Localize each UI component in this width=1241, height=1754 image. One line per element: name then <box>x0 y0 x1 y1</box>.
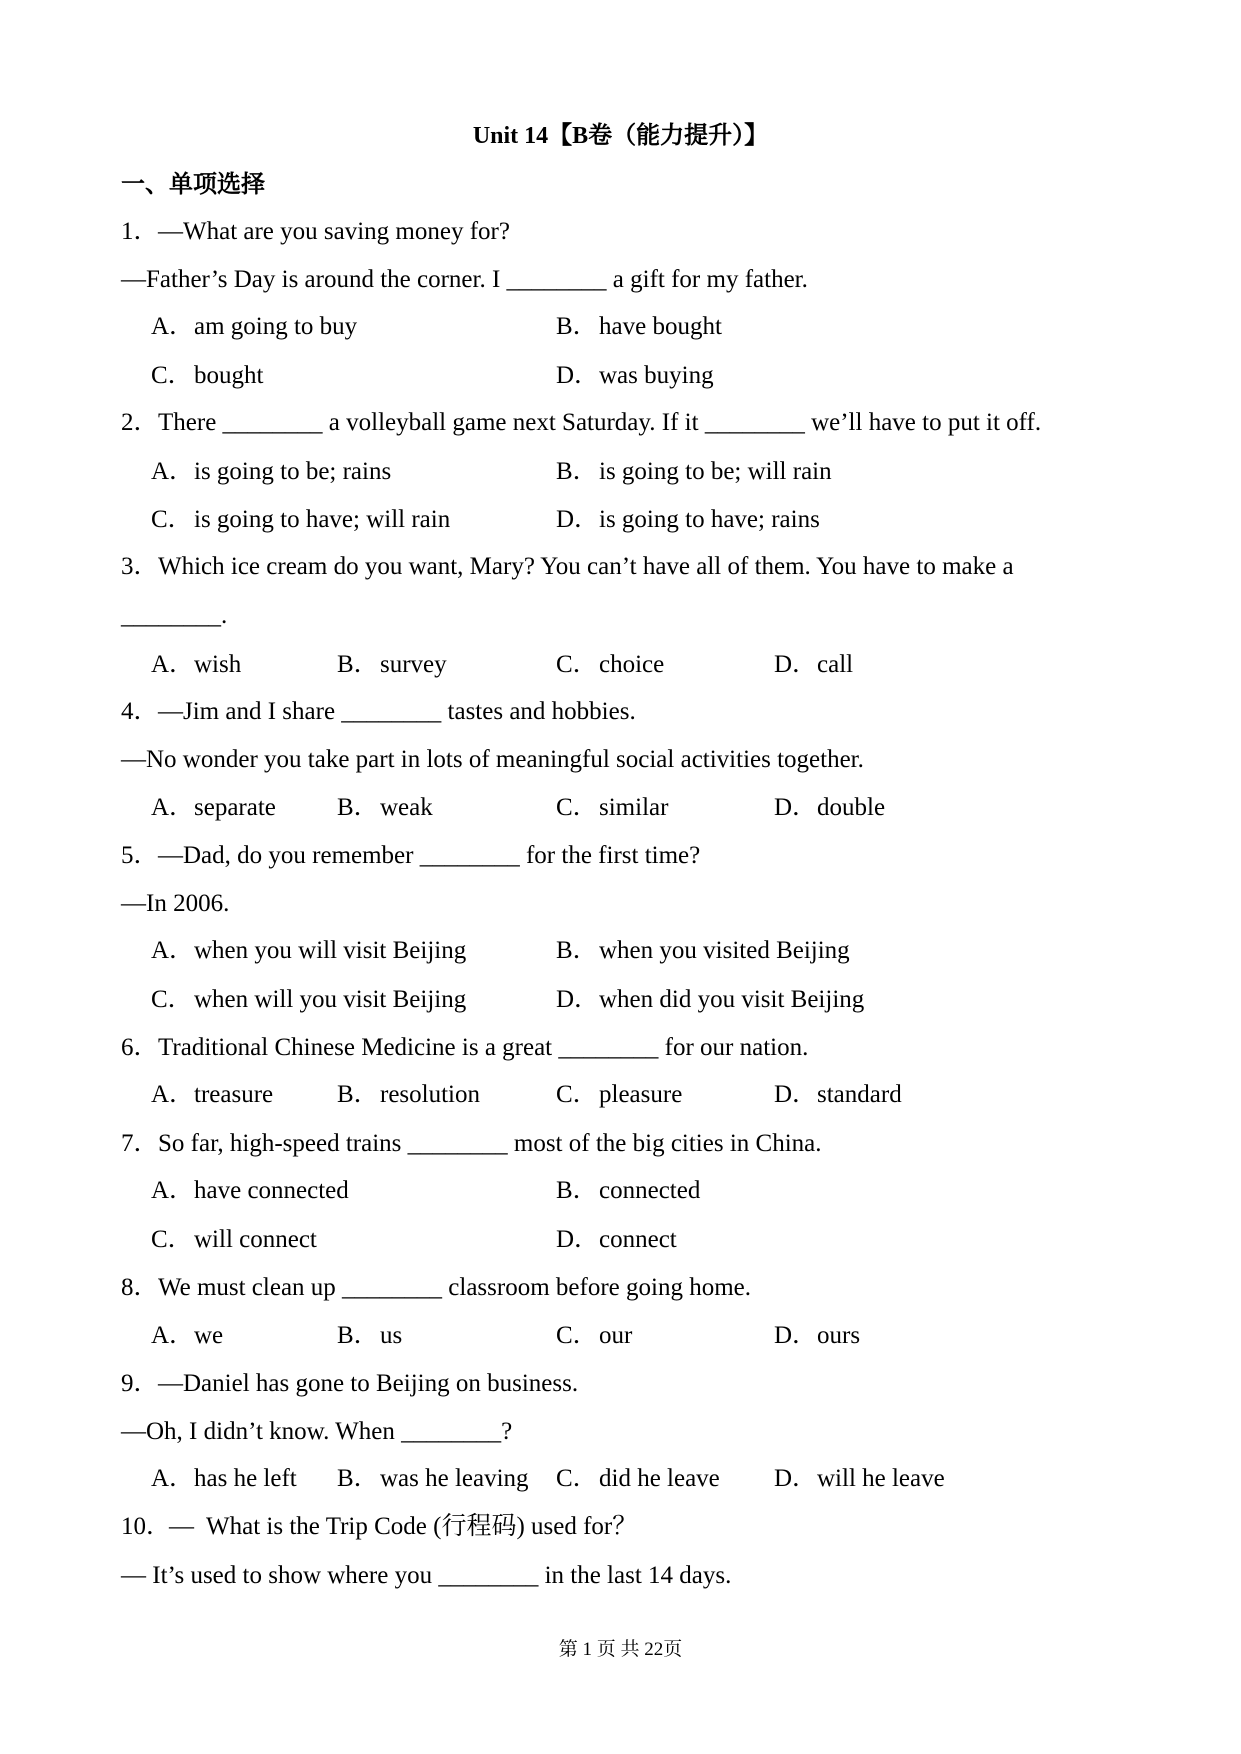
option-c <box>151 361 263 391</box>
option-b <box>556 457 832 487</box>
question-stem <box>121 1512 637 1542</box>
option-text: was he leaving <box>380 1465 529 1492</box>
option-text: have connected <box>194 1177 349 1204</box>
option-label: D． <box>774 794 818 821</box>
option-label: D． <box>556 1226 600 1253</box>
option-text: separate <box>194 794 276 821</box>
option-label: D． <box>774 1465 818 1492</box>
option-label: A． <box>151 1177 195 1204</box>
option-a <box>151 1321 223 1351</box>
option-a <box>151 457 391 487</box>
option-text: double <box>817 794 886 821</box>
option-c <box>151 1225 317 1255</box>
question-number: 2． <box>121 409 159 436</box>
question-text: —Dad, do you remember ________ for the first time? <box>158 842 701 869</box>
option-c <box>556 793 668 823</box>
option-label: B． <box>556 313 598 340</box>
option-label: D． <box>774 651 818 678</box>
option-text: was buying <box>599 362 714 389</box>
option-label: A． <box>151 1322 195 1349</box>
option-text: pleasure <box>599 1081 683 1108</box>
option-b <box>337 1464 529 1494</box>
option-label: C． <box>556 651 598 678</box>
question-number: 8． <box>121 1274 159 1301</box>
option-label: A． <box>151 1465 195 1492</box>
question-stem <box>121 841 700 871</box>
option-text: standard <box>817 1081 902 1108</box>
option-label: A． <box>151 313 195 340</box>
option-text: survey <box>380 651 447 678</box>
section-heading: 一、单项选择 <box>121 172 265 198</box>
option-label: C． <box>151 986 193 1013</box>
option-label: B． <box>337 794 379 821</box>
option-text: when you will visit Beijing <box>194 937 467 964</box>
option-text: is going to be; will rain <box>599 458 832 485</box>
option-b <box>337 650 447 680</box>
option-d <box>774 1464 945 1494</box>
question-number: 1． <box>121 218 159 245</box>
option-label: A． <box>151 1081 195 1108</box>
question-stem <box>121 552 1014 582</box>
question-text-line: —Oh, I didn’t know. When ________? <box>121 1418 513 1445</box>
option-a <box>151 936 466 966</box>
option-label: A． <box>151 651 195 678</box>
option-label: C． <box>151 506 193 533</box>
option-b <box>556 1176 700 1206</box>
option-text: when will you visit Beijing <box>194 986 467 1013</box>
option-label: D． <box>556 506 600 533</box>
option-c <box>151 505 450 535</box>
option-label: C． <box>556 1322 598 1349</box>
option-text: we <box>194 1322 224 1349</box>
option-label: B． <box>337 1322 379 1349</box>
option-c <box>556 1080 682 1110</box>
question-stem <box>121 217 510 247</box>
option-d <box>774 1321 860 1351</box>
option-a <box>151 1464 297 1494</box>
option-a <box>151 1176 349 1206</box>
option-label: B． <box>556 458 598 485</box>
question-text: —Jim and I share ________ tastes and hobbies. <box>158 698 636 725</box>
option-text: will connect <box>194 1226 317 1253</box>
option-d <box>774 1080 902 1110</box>
option-text: am going to buy <box>194 313 358 340</box>
option-label: D． <box>774 1081 818 1108</box>
option-text: weak <box>380 794 433 821</box>
question-text: There ________ a volleyball game next Saturday. If it ________ we’ll have to put it off. <box>158 409 1042 436</box>
question-text-line: — It’s used to show where you ________ in the last 14 days. <box>121 1562 732 1589</box>
option-text: our <box>599 1322 633 1349</box>
option-text: is going to have; will rain <box>194 506 451 533</box>
question-stem <box>121 1273 751 1303</box>
option-text: connected <box>599 1177 701 1204</box>
option-label: A． <box>151 937 195 964</box>
option-text: have bought <box>599 313 722 340</box>
question-stem <box>121 408 1041 438</box>
question-text: So far, high-speed trains ________ most of the big cities in China. <box>158 1130 822 1157</box>
option-a <box>151 312 357 342</box>
question-stem <box>121 697 636 727</box>
option-text: bought <box>194 362 264 389</box>
option-d <box>556 985 864 1015</box>
option-label: B． <box>337 651 379 678</box>
option-text: will he leave <box>817 1465 945 1492</box>
option-text: has he left <box>194 1465 297 1492</box>
option-label: B． <box>337 1081 379 1108</box>
option-text: treasure <box>194 1081 274 1108</box>
question-stem <box>121 1033 808 1063</box>
option-a <box>151 650 241 680</box>
option-c <box>151 985 466 1015</box>
question-number: 7． <box>121 1130 159 1157</box>
option-d <box>774 793 885 823</box>
question-number: 10． <box>121 1513 172 1540</box>
option-label: D． <box>774 1322 818 1349</box>
option-a <box>151 1080 273 1110</box>
option-b <box>556 936 850 966</box>
option-label: A． <box>151 794 195 821</box>
option-text: is going to have; rains <box>599 506 820 533</box>
option-label: A． <box>151 458 195 485</box>
question-text-line: ________. <box>121 602 228 629</box>
option-text: call <box>817 651 854 678</box>
option-label: D． <box>556 362 600 389</box>
option-text: resolution <box>380 1081 480 1108</box>
option-label: B． <box>556 1177 598 1204</box>
option-label: C． <box>556 1081 598 1108</box>
option-label: C． <box>556 794 598 821</box>
option-text: choice <box>599 651 665 678</box>
option-text: is going to be; rains <box>194 458 392 485</box>
option-b <box>337 1080 480 1110</box>
option-label: C． <box>151 362 193 389</box>
option-label: C． <box>556 1465 598 1492</box>
question-stem <box>121 1129 822 1159</box>
option-text: wish <box>194 651 242 678</box>
option-text: connect <box>599 1226 677 1253</box>
question-number: 5． <box>121 842 159 869</box>
option-c <box>556 1464 720 1494</box>
question-text: — What is the Trip Code (行程码) used for？ <box>169 1513 638 1540</box>
page-title: Unit 14【B卷（能力提升）】 <box>472 123 769 149</box>
option-text: when did you visit Beijing <box>599 986 865 1013</box>
option-c <box>556 650 664 680</box>
option-d <box>556 1225 677 1255</box>
option-b <box>556 312 722 342</box>
page-footer: 第 1 页 共 22页 <box>558 1639 683 1660</box>
option-d <box>556 505 820 535</box>
option-label: C． <box>151 1226 193 1253</box>
option-b <box>337 1321 402 1351</box>
option-b <box>337 793 433 823</box>
question-text: —Daniel has gone to Beijing on business. <box>158 1370 579 1397</box>
option-text: similar <box>599 794 669 821</box>
option-text: did he leave <box>599 1465 720 1492</box>
question-text-line: —In 2006. <box>121 890 230 917</box>
question-text-line: —No wonder you take part in lots of meaningful social activities together. <box>121 746 864 773</box>
option-a <box>151 793 276 823</box>
option-d <box>556 361 714 391</box>
question-text: We must clean up ________ classroom before going home. <box>158 1274 751 1301</box>
question-text: —What are you saving money for? <box>158 218 510 245</box>
question-number: 9． <box>121 1370 159 1397</box>
option-text: when you visited Beijing <box>599 937 850 964</box>
question-number: 6． <box>121 1034 159 1061</box>
option-c <box>556 1321 632 1351</box>
question-text: Traditional Chinese Medicine is a great ________ for our nation. <box>158 1034 809 1061</box>
option-label: B． <box>556 937 598 964</box>
option-text: ours <box>817 1322 861 1349</box>
question-text-line: —Father’s Day is around the corner. I ________ a gift for my father. <box>121 266 808 293</box>
question-number: 4． <box>121 698 159 725</box>
option-d <box>774 650 853 680</box>
option-label: B． <box>337 1465 379 1492</box>
option-label: D． <box>556 986 600 1013</box>
question-number: 3． <box>121 553 159 580</box>
question-stem <box>121 1369 578 1399</box>
option-text: us <box>380 1322 403 1349</box>
question-text: Which ice cream do you want, Mary? You can’t have all of them. You have to make a <box>158 553 1014 580</box>
